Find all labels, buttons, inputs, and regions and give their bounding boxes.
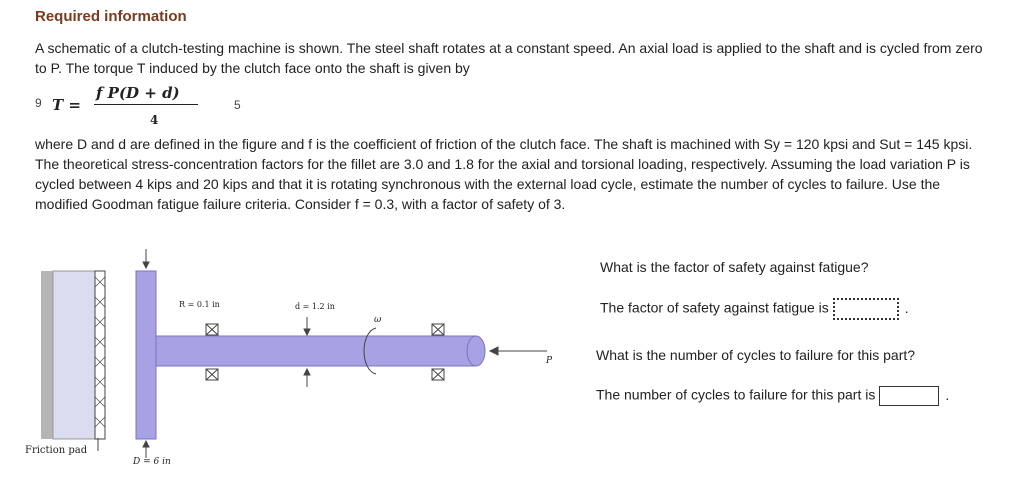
answer-row-cycles-to-failure (596, 386, 949, 406)
shaft (156, 336, 476, 366)
friction-pad (53, 271, 95, 439)
clutch-disk (136, 271, 156, 439)
cycles-to-failure-input[interactable] (879, 386, 939, 406)
equation-lhs: T = (52, 96, 81, 114)
answer-suffix: . (904, 299, 909, 316)
question-fatigue-safety: What is the factor of safety against fatigue? (600, 259, 869, 275)
friction-pad-label: Friction pad (25, 445, 88, 456)
problem-intro: A schematic of a clutch-testing machine is shown. The steel shaft rotates at a constant speed. An axial load is applied to the shaft and is cycled from zero to P. The torque T induced by the clutch face onto the shaft is given by (35, 40, 983, 76)
answer-prefix-fatigue-safety: The factor of safety against fatigue is (600, 299, 829, 316)
section-title: Required information (35, 8, 187, 25)
question-cycles-to-failure: What is the number of cycles to failure for this part? (596, 347, 916, 363)
load-label: P (546, 356, 553, 366)
shaft-end (467, 336, 485, 366)
friction-lining (95, 271, 105, 439)
radius-label: R = 0.1 in (179, 300, 220, 309)
fatigue-safety-input[interactable] (833, 298, 899, 320)
disk-diameter-label: D = 6 in (133, 457, 171, 467)
omega-label: ω (374, 315, 382, 325)
problem-details: where D and d are defined in the figure and f is the coefficient of friction of the clutch face. The shaft is machined with Sy = 120 kpsi and Sut = 145 kpsi. The theoretical stress-concentration factors for the fillet are 3.0 and 1.8 for the axial and torsional loading, respectively. Assuming the load variation P is cycled between 4 kips and 20 kips and that it is rotating synchronous with the external load cycle, estimate the number of cycles to failure. Use the modified Goodman fatigue failure criteria. Consider f = 0.3, with a factor of safety of 3. (35, 136, 973, 212)
clutch-schematic (24, 244, 584, 476)
answer-suffix: . (945, 386, 950, 403)
answer-prefix-cycles: The number of cycles to failure for this part is (596, 386, 876, 403)
answer-row-fatigue-safety (600, 298, 909, 320)
fraction-bar (94, 104, 198, 105)
equation-denominator: 4 (150, 113, 159, 127)
shaft-diameter-label: d = 1.2 in (295, 302, 335, 311)
equation-tail-marker: 5 (234, 98, 241, 112)
equation-marker: 9 (35, 96, 42, 110)
wall-plate (41, 271, 53, 439)
equation-numerator: f P(D + d) (96, 84, 180, 102)
